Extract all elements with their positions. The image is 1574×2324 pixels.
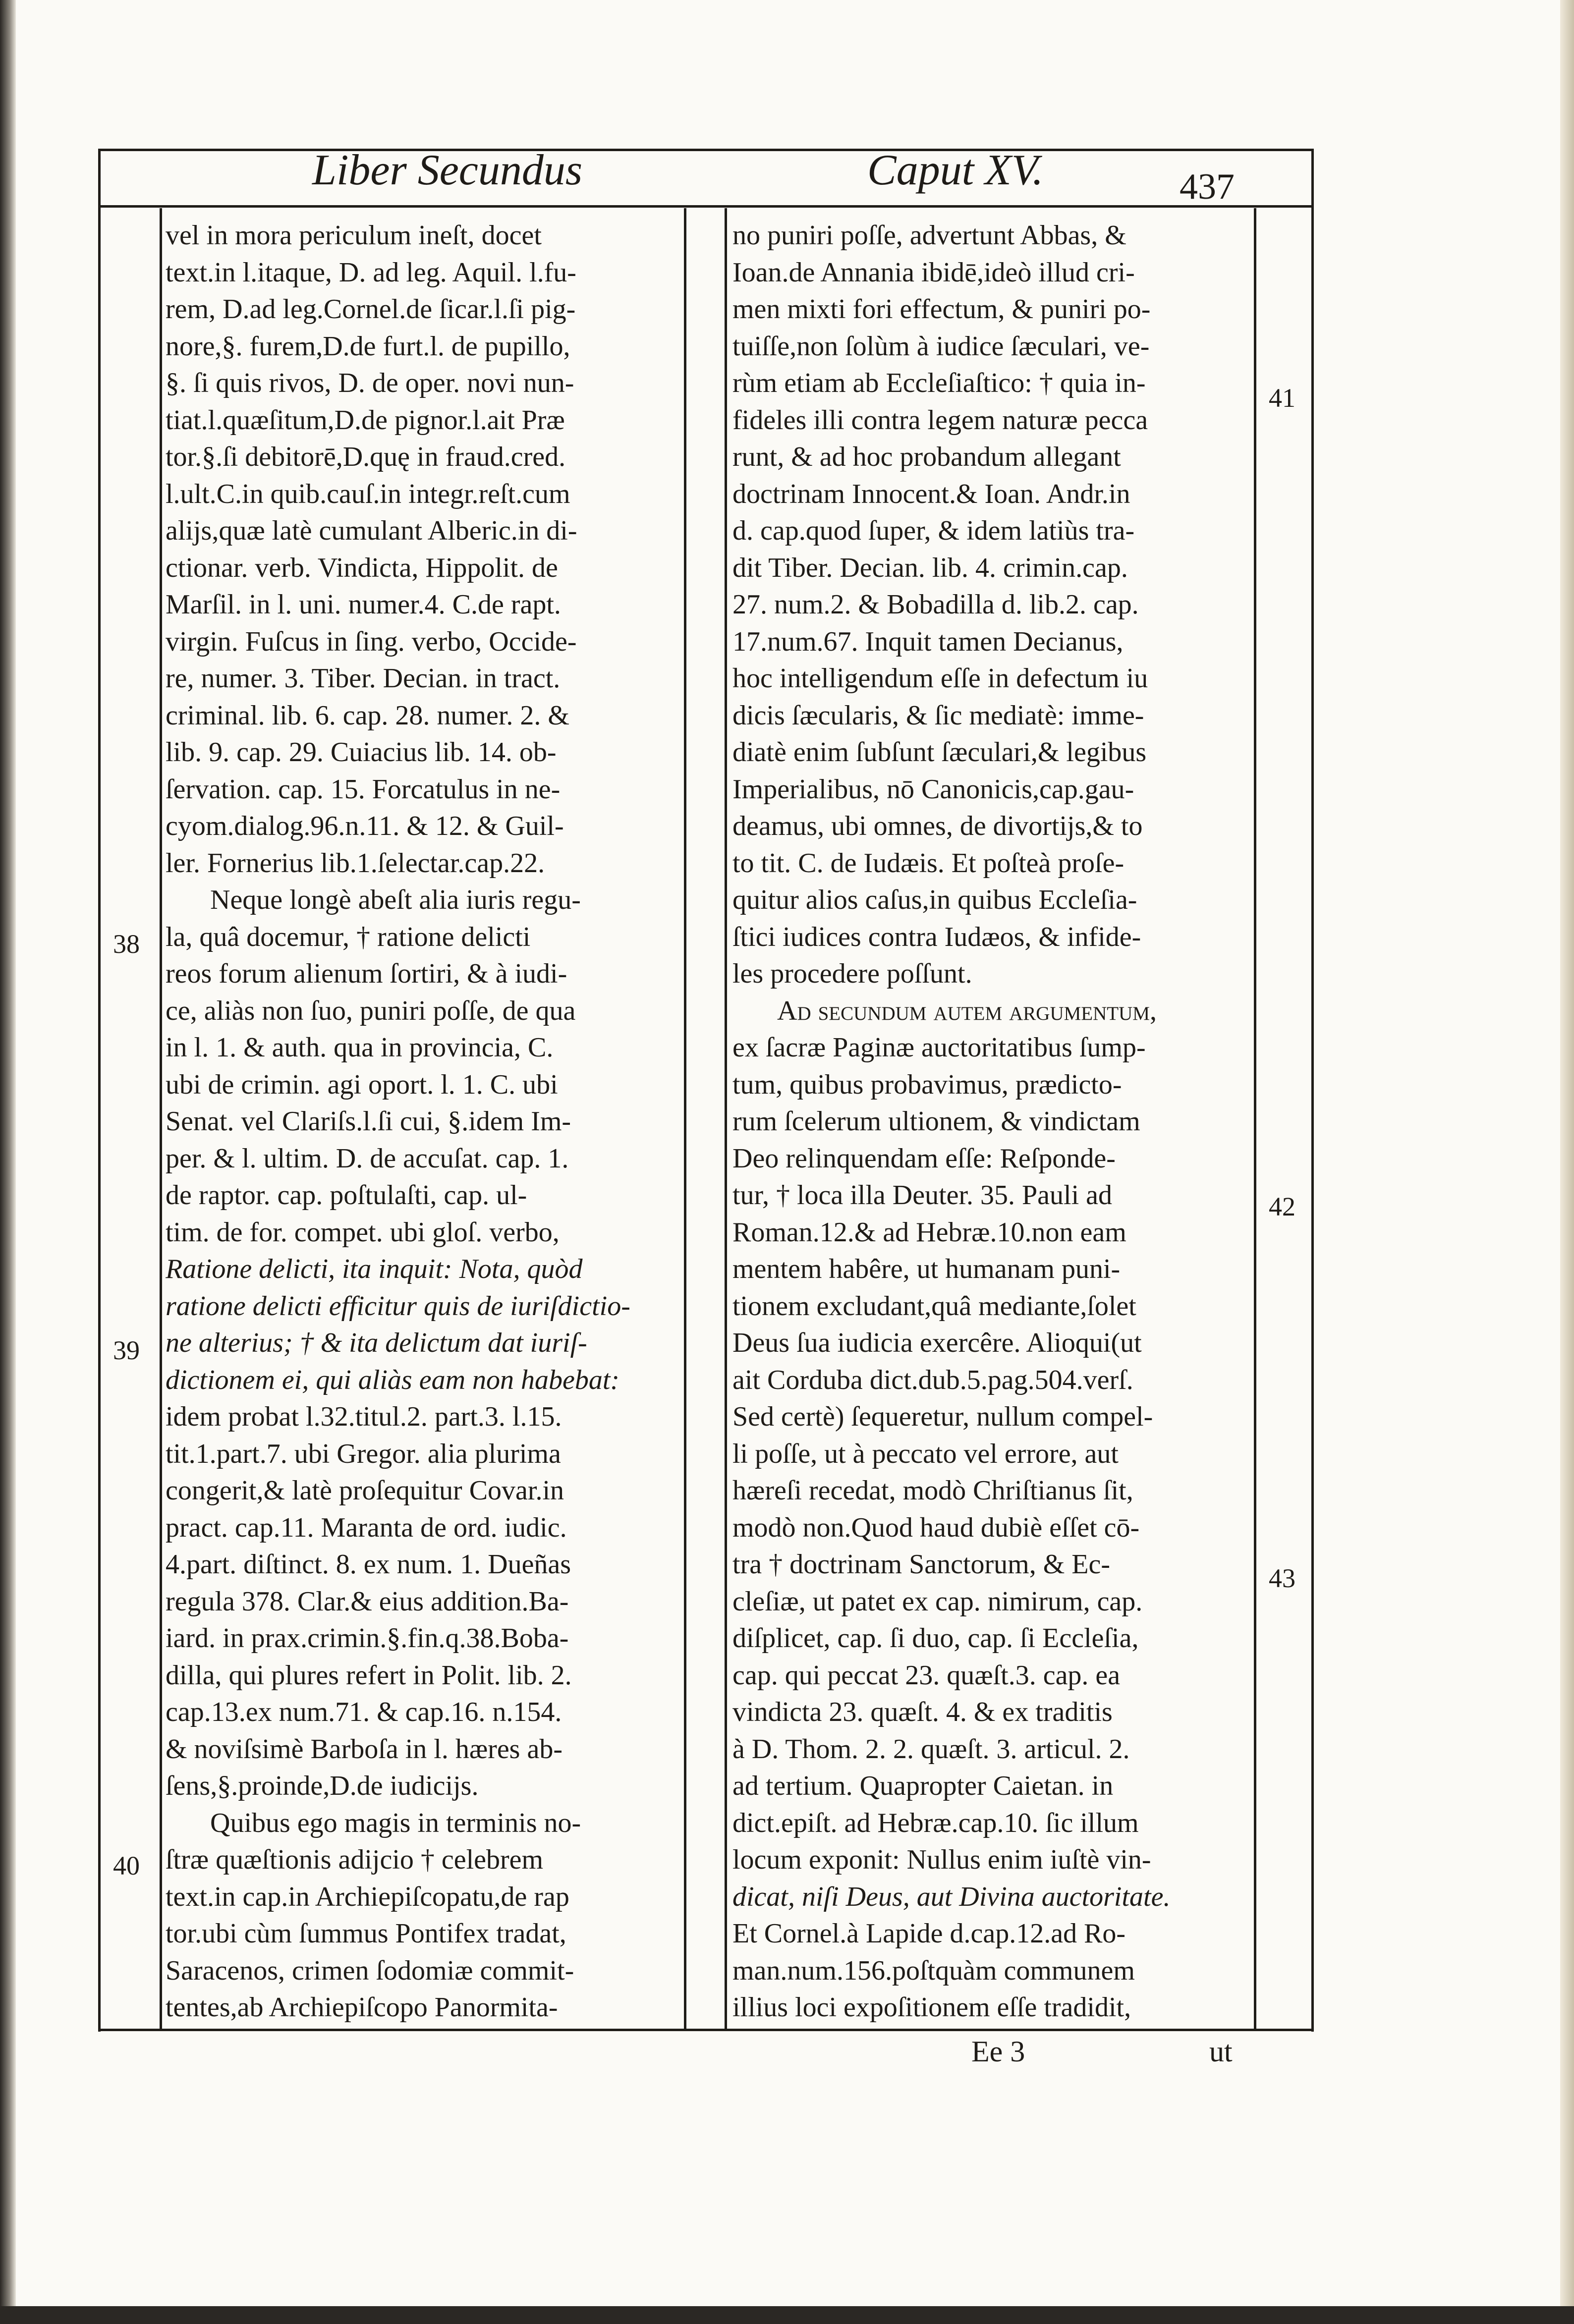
- column-divider-left-rule: [684, 208, 686, 2030]
- text-line: dicis ſæcularis, & ſic mediatè: imme-: [732, 700, 1144, 731]
- text-line: Roman.12.& ad Hebræ.10.non eam: [732, 1217, 1126, 1248]
- text-line: per. & l. ultim. D. de accuſat. cap. 1.: [166, 1143, 569, 1174]
- text-line: ler. Fornerius lib.1.ſelectar.cap.22.: [166, 847, 545, 879]
- text-line: la, quâ docemur, † ratione delicti: [166, 921, 531, 952]
- text-line: tuiſſe,non ſolùm à iudice ſæculari, ve-: [732, 331, 1150, 362]
- text-line: tra † doctrinam Sanctorum, & Ec-: [732, 1549, 1110, 1580]
- signature-mark: Ee 3: [971, 2035, 1025, 2068]
- header-rule: [98, 205, 1312, 208]
- text-line: dilla, qui plures refert in Polit. lib. 2.: [166, 1660, 572, 1691]
- text-line: deamus, ubi omnes, de divortijs,& to: [732, 811, 1143, 841]
- text-line: Et Cornel.à Lapide d.cap.12.ad Ro-: [732, 1918, 1126, 1949]
- text-line: regula 378. Clar.& eius addition.Ba-: [166, 1586, 569, 1617]
- text-line: ait Corduba dict.dub.5.pag.504.verſ.: [732, 1364, 1133, 1395]
- text-line: Deo relinquendam eſſe: Reſponde-: [732, 1143, 1116, 1174]
- margin-number: 43: [1269, 1563, 1295, 1593]
- text-line: 27. num.2. & Bobadilla d. lib.2. cap.: [732, 589, 1139, 620]
- text-line: tor.ubi cùm ſummus Pontifex tradat,: [166, 1918, 566, 1949]
- text-line: fideles illi contra legem naturæ pecca: [732, 404, 1148, 436]
- text-line: runt, & ad hoc probandum allegant: [732, 442, 1121, 472]
- text-line: tionem excludant,quâ mediante,ſolet: [732, 1290, 1136, 1322]
- text-line: vindicta 23. quæſt. 4. & ex traditis: [732, 1697, 1113, 1727]
- text-line: ubi de crimin. agi oport. l. 1. C. ubi: [166, 1069, 558, 1100]
- text-line: Imperialibus, nō Canonicis,cap.gau-: [732, 774, 1134, 805]
- text-line: rùm etiam ab Eccleſiaſtico: † quia in-: [732, 368, 1146, 398]
- text-line: tor.§.ſi debitorē,D.quę in fraud.cred.: [166, 442, 566, 472]
- text-line: illius loci expoſitionem eſſe tradidit,: [732, 1992, 1131, 2023]
- running-head-book: Liber Secundus: [312, 146, 583, 194]
- text-line: mentem habêre, ut humanam puni-: [732, 1254, 1121, 1284]
- text-line: cyom.dialog.96.n.11. & 12. & Guil-: [166, 811, 564, 841]
- text-line: li poſſe, ut à peccato vel errore, aut: [732, 1438, 1119, 1469]
- text-line: tentes,ab Archiepiſcopo Panormita-: [166, 1992, 558, 2023]
- text-line: congerit,& latè proſequitur Covar.in: [166, 1475, 564, 1506]
- column-left-rule: [160, 208, 162, 2030]
- text-line: hæreſi recedat, modò Chriſtianus ſit,: [732, 1475, 1133, 1506]
- margin-number: 42: [1269, 1192, 1295, 1221]
- text-line: cleſiæ, ut patet ex cap. nimirum, cap.: [732, 1586, 1143, 1617]
- italic-quote-line: dictionem ei, qui aliàs eam non habebat:: [166, 1364, 620, 1395]
- text-line: les procedere poſſunt.: [732, 958, 972, 989]
- text-line: tum, quibus probavimus, prædicto-: [732, 1069, 1122, 1100]
- text-line: tur, † loca illa Deuter. 35. Pauli ad: [732, 1180, 1113, 1211]
- text-line: reos forum alienum ſortiri, & à iudi-: [166, 958, 567, 989]
- text-line: iard. in prax.crimin.§.fin.q.38.Boba-: [166, 1623, 569, 1654]
- text-line: to tit. C. de Iudæis. Et poſteà proſe-: [732, 847, 1124, 879]
- text-line: Deus ſua iudicia exercêre. Alioqui(ut: [732, 1328, 1142, 1358]
- italic-quote-line: ratione delicti efficitur quis de iuriſdictio-: [166, 1290, 630, 1322]
- text-line: ſtræ quæſtionis adijcio † celebrem: [166, 1844, 544, 1875]
- page-edge: [1560, 0, 1574, 2324]
- text-line: vel in mora periculum ineſt, docet: [166, 220, 542, 251]
- text-line: Marſil. in l. uni. numer.4. C.de rapt.: [166, 589, 561, 620]
- frame-top-rule: [98, 149, 1312, 151]
- running-head-chapter: Caput XV.: [867, 146, 1044, 194]
- column-right-rule: [1254, 208, 1256, 2030]
- italic-quote-line: Ratione delicti, ita inquit: Nota, quòd: [166, 1254, 583, 1284]
- text-line: Saracenos, crimen ſodomiæ commit-: [166, 1955, 574, 1986]
- frame-right-rule: [1311, 149, 1314, 2032]
- text-line: Sed certè) ſequeretur, nullum compel-: [732, 1401, 1153, 1432]
- text-line: rem, D.ad leg.Cornel.de ſicar.l.ſi pig-: [166, 294, 576, 325]
- text-line: à D. Thom. 2. 2. quæſt. 3. articul. 2.: [732, 1733, 1130, 1765]
- text-line: ctionar. verb. Vindicta, Hippolit. de: [166, 552, 558, 583]
- text-line: modò non.Quod haud dubiè eſſet cō-: [732, 1512, 1140, 1543]
- margin-number: 39: [113, 1335, 140, 1365]
- text-line: ad tertium. Quapropter Caietan. in: [732, 1771, 1114, 1801]
- text-line: no puniri poſſe, advertunt Abbas, &: [732, 220, 1126, 251]
- paragraph-start-line: Ad ſecundum autem argumentum,: [777, 995, 1157, 1026]
- text-line: re, numer. 3. Tiber. Decian. in tract.: [166, 663, 561, 694]
- text-line: ex ſacræ Paginæ auctoritatibus ſump-: [732, 1032, 1146, 1063]
- page-number: 437: [1180, 166, 1235, 207]
- right-column: [732, 217, 1251, 2026]
- text-line: text.in cap.in Archiepiſcopatu,de rap: [166, 1881, 569, 1912]
- text-line: ſtici iudices contra Iudæos, & infide-: [732, 921, 1141, 952]
- paragraph-start-line: Quibus ego magis in terminis no-: [210, 1807, 581, 1838]
- paragraph-start-line: Neque longè abeſt alia iuris regu-: [210, 885, 581, 915]
- text-line: nore,§. furem,D.de furt.l. de pupillo,: [166, 331, 570, 362]
- text-line: tim. de for. compet. ubi gloſ. verbo,: [166, 1217, 560, 1248]
- left-column: [166, 217, 681, 2026]
- text-line: ſervation. cap. 15. Forcatulus in ne-: [166, 774, 561, 805]
- italic-quote-line: ne alterius; † & ita delictum dat iuriſ-: [166, 1328, 587, 1358]
- margin-number: 40: [113, 1851, 140, 1881]
- text-line: lib. 9. cap. 29. Cuiacius lib. 14. ob-: [166, 737, 557, 768]
- margin-number: 38: [113, 929, 140, 959]
- text-line: tiat.l.quæſitum,D.de pignor.l.ait Præ: [166, 404, 565, 436]
- text-line: cap. qui peccat 23. quæſt.3. cap. ea: [732, 1660, 1121, 1691]
- text-line: §. ſi quis rivos, D. de oper. novi nun-: [166, 368, 574, 398]
- text-line: dit Tiber. Decian. lib. 4. crimin.cap.: [732, 552, 1128, 583]
- text-line: 17.num.67. Inquit tamen Decianus,: [732, 626, 1124, 657]
- text-line: 4.part. diſtinct. 8. ex num. 1. Dueñas: [166, 1549, 571, 1580]
- text-line: alijs,quæ latè cumulant Alberic.in di-: [166, 515, 577, 546]
- text-line: cap.13.ex num.71. & cap.16. n.154.: [166, 1697, 562, 1727]
- text-line: hoc intelligendum eſſe in defectum iu: [732, 663, 1148, 694]
- text-line: man.num.156.poſtquàm communem: [732, 1955, 1135, 1986]
- text-line: diatè enim ſubſunt ſæculari,& legibus: [732, 737, 1147, 768]
- text-line: dict.epiſt. ad Hebræ.cap.10. ſic illum: [732, 1807, 1139, 1838]
- page-bottom-shadow: [0, 2306, 1574, 2324]
- text-line: idem probat l.32.titul.2. part.3. l.15.: [166, 1401, 562, 1432]
- text-line: men mixti fori effectum, & puniri po-: [732, 294, 1151, 325]
- text-line: locum exponit: Nullus enim iuſtè vin-: [732, 1844, 1151, 1875]
- text-line: quitur alios caſus,in quibus Eccleſia-: [732, 885, 1137, 915]
- text-line: Ioan.de Annania ibidē,ideò illud cri-: [732, 257, 1135, 288]
- text-line: d. cap.quod ſuper, & idem latiùs tra-: [732, 515, 1135, 546]
- catchword: ut: [1209, 2035, 1233, 2068]
- text-line: de raptor. cap. poſtulaſti, cap. ul-: [166, 1180, 527, 1211]
- text-line: Senat. vel Clariſs.l.ſi cui, §.idem Im-: [166, 1106, 571, 1137]
- frame-bottom-rule: [98, 2029, 1312, 2031]
- text-line: ſens,§.proinde,D.de iudicijs.: [166, 1771, 479, 1801]
- text-line: text.in l.itaque, D. ad leg. Aquil. l.fu-: [166, 257, 576, 288]
- frame-left-rule: [98, 149, 101, 2032]
- italic-quote-line: dicat, niſi Deus, aut Divina auctoritate.: [732, 1881, 1171, 1912]
- text-line: rum ſcelerum ultionem, & vindictam: [732, 1106, 1140, 1137]
- text-line: doctrinam Innocent.& Ioan. Andr.in: [732, 478, 1130, 509]
- text-line: pract. cap.11. Maranta de ord. iudic.: [166, 1512, 567, 1543]
- text-line: virgin. Fuſcus in ſing. verbo, Occide-: [166, 626, 577, 657]
- book-spine-shadow: [0, 0, 16, 2324]
- text-line: ce, aliàs non ſuo, puniri poſſe, de qua: [166, 995, 576, 1026]
- text-line: tit.1.part.7. ubi Gregor. alia plurima: [166, 1438, 561, 1469]
- text-line: & noviſsimè Barboſa in l. hæres ab-: [166, 1733, 562, 1765]
- text-line: criminal. lib. 6. cap. 28. numer. 2. &: [166, 700, 569, 731]
- margin-number: 41: [1269, 383, 1295, 413]
- text-line: l.ult.C.in quib.cauſ.in integr.reſt.cum: [166, 478, 570, 509]
- text-line: in l. 1. & auth. qua in provincia, C.: [166, 1032, 554, 1063]
- column-divider-right-rule: [725, 208, 727, 2030]
- text-line: diſplicet, cap. ſi duo, cap. ſi Eccleſia,: [732, 1623, 1139, 1654]
